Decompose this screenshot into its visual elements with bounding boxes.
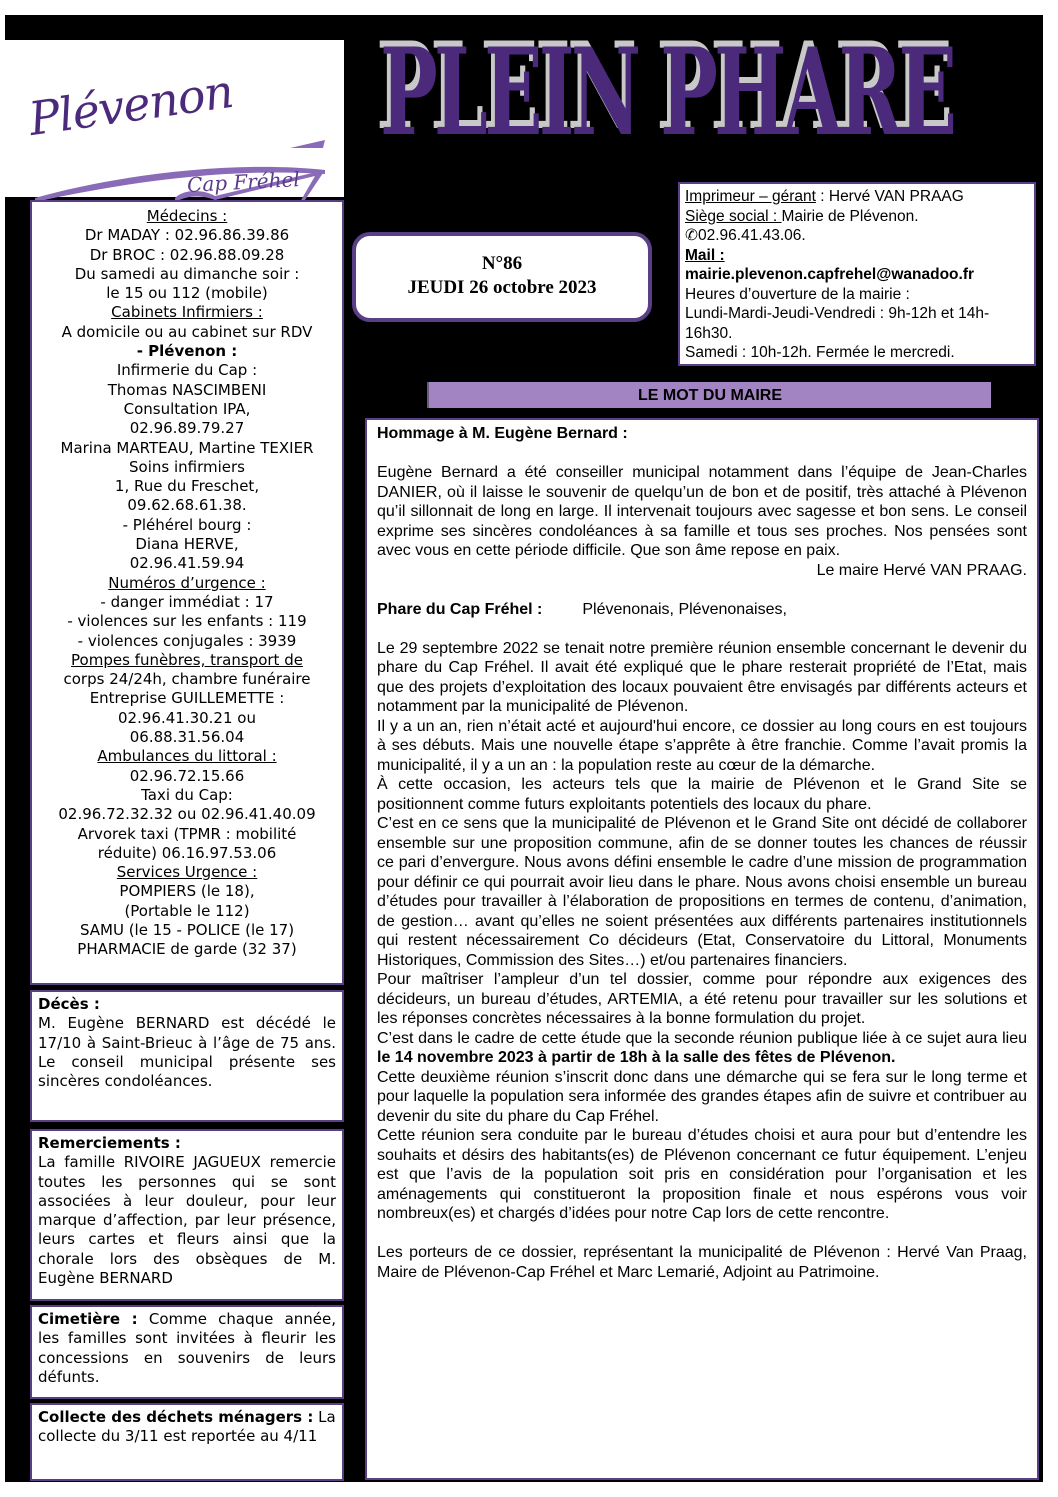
- contact-line: 09.62.68.61.38.: [127, 496, 247, 515]
- contact-line: Thomas NASCIMBENI: [107, 380, 267, 399]
- article-paragraph: Cette réunion sera conduite par le bureau d’études choisi et aura pour but d’entendre les souhaits et désirs des habitants(es) de Plévenon concernant ce futur équipement. L’enjeu est que l’avis de la population soit pris en considération pour l’organisation et les aménagements qui constitueront la proposition finale et nous espérons vous voir nombreux(es) et chargés d’idées pour notre Cap lors de cette rencontre.: [377, 1127, 1027, 1222]
- hours-saturday: Samedi : 10h-12h. Fermée le mercredi.: [685, 344, 955, 361]
- article-paragraph: À cette occasion, les acteurs tels que la mairie de Plévenon et le Grand Site se positionnent comme futurs exploitants potentiels des locaux du phare.: [377, 776, 1027, 813]
- contact-line: A domicile ou au cabinet sur RDV: [61, 322, 313, 341]
- remerciements-title: Remerciements :: [38, 1134, 181, 1152]
- section-banner: LE MOT DU MAIRE: [427, 382, 991, 408]
- contact-line: corps 24/24h, chambre funéraire: [63, 670, 311, 689]
- hours-weekdays: Lundi-Mardi-Jeudi-Vendredi : 9h-12h et 14h-16h30.: [685, 305, 990, 342]
- contact-line: - Plévenon :: [136, 342, 238, 361]
- printer-value: : Hervé VAN PRAAG: [815, 188, 964, 205]
- mail-link[interactable]: mairie.plevenon.capfrehel@wanadoo.fr: [685, 266, 975, 283]
- contact-line: Médecins :: [146, 207, 228, 225]
- hours-title: Heures d’ouverture de la mairie :: [685, 285, 910, 303]
- article-paragraph: Il y a un an, rien n’était acté et aujourd'hui encore, ce dossier au long cours en est toujours à ses débuts. Mais une nouvelle étape s’apprête à être franchie. Comme l’avait promis la municipalité, il y a un an : la population reste au cœur de la démarche.: [377, 717, 1027, 774]
- contact-line: - violences conjugales : 3939: [77, 631, 297, 650]
- contact-line: Infirmerie du Cap :: [116, 361, 258, 380]
- logo-subtitle: Cap Fréhel: [186, 167, 301, 197]
- contact-line: - Pléhérel bourg :: [122, 515, 252, 534]
- phare-heading: Phare du Cap Fréhel :: [377, 600, 543, 618]
- issue-date: JEUDI 26 octobre 2023: [407, 277, 597, 298]
- contact-line: Numéros d’urgence :: [108, 573, 266, 592]
- seat-value: Mairie de Plévenon.: [781, 207, 919, 225]
- contact-line: 06.88.31.56.04: [129, 728, 245, 747]
- contact-line: - danger immédiat : 17: [100, 592, 274, 611]
- article-paragraph: Pour maîtriser l’ampleur d’un tel dossier, comme pour répondre aux exigences des décideurs, un bureau d’études, ARTEMIA, a été retenu pour travailler sur les solutions et les réponses concrètes nécessaires à la bonne formulation du projet.: [377, 971, 1027, 1027]
- phare-greeting: Plévenonais, Plévenonaises,: [582, 600, 787, 618]
- contact-line: Arvorek taxi (TPMR : mobilité: [77, 824, 297, 843]
- contact-line: 1, Rue du Freschet,: [114, 477, 260, 496]
- contact-line: réduite) 06.16.97.53.06: [97, 843, 277, 862]
- hommage-body: Eugène Bernard a été conseiller municipal notamment dans l’équipe de Jean-Charles DANIER, où il laisse le souvenir de quelqu’un de bon et de positif, très attaché à Plévenon qu’il sillonnait de long en large. Il intervenait toujours avec sagesse et bon sens. Le conseil exprime ses sincères condoléances à sa famille et tous ses proches. Nos pensées sont avec vous en cette période difficile. Que son âme repose en paix.: [377, 464, 1027, 559]
- meeting-details: le 14 novembre 2023 à partir de 18h à la salle des fêtes de Plévenon.: [377, 1049, 896, 1066]
- issue-box: [352, 232, 652, 322]
- contact-line: Consultation IPA,: [123, 399, 251, 418]
- logo-name: Plévenon: [25, 63, 237, 147]
- hommage-signature: Le maire Hervé VAN PRAAG.: [816, 561, 1027, 579]
- deces-title: Décès :: [38, 995, 100, 1013]
- title-text: PLEIN PHARE: [380, 22, 954, 163]
- collecte-box: [30, 1403, 344, 1481]
- collecte-body: La collecte du 3/11 est reportée au 4/11: [38, 1408, 336, 1446]
- newsletter-title: [380, 18, 1025, 168]
- contact-line: Marina MARTEAU, Martine TEXIER: [60, 438, 314, 457]
- cimetiere-body: Comme chaque année, les familles sont invitées à fleurir les concessions en souvenirs de leurs défunts.: [38, 1310, 337, 1386]
- deces-box: [30, 990, 344, 1122]
- contact-line: Services Urgence :: [116, 863, 258, 882]
- contact-line: 02.96.72.15.66: [129, 766, 245, 785]
- remerciements-box: [30, 1129, 344, 1301]
- contact-line: Dr MADAY : 02.96.86.39.86: [84, 226, 290, 245]
- contact-line: POMPIERS (le 18),: [119, 882, 255, 901]
- contact-line: 02.96.41.59.94: [129, 554, 245, 573]
- issue-number: N°86: [481, 253, 523, 274]
- hommage-heading: Hommage à M. Eugène Bernard :: [377, 425, 628, 442]
- contact-line: (Portable le 112): [124, 901, 250, 920]
- contacts-list: [36, 207, 338, 960]
- contact-line: Entreprise GUILLEMETTE :: [89, 689, 285, 708]
- meeting-intro: C’est dans le cadre de cette étude que la seconde réunion publique liée à ce sujet aura lieu: [377, 1029, 1027, 1047]
- remerciements-body: La famille RIVOIRE JAGUEUX remercie toutes les personnes qui se sont associées à leur douleur, pour leur marque d’affection, par leur présence, leurs cartes et fleurs ainsi que la chorale lors des obsèques de M. Eugène BERNARD: [38, 1153, 336, 1288]
- article-paragraph: Cette deuxième réunion s’inscrit donc dans une démarche qui se fera sur le long terme et pour laquelle la population sera informée des grandes étapes afin de suivre et contribuer au devenir du site du phare du Cap Fréhel.: [377, 1068, 1027, 1125]
- publisher-info-box: [678, 182, 1036, 366]
- contacts-box: [30, 200, 344, 985]
- contact-line: le 15 ou 112 (mobile): [106, 284, 268, 303]
- deces-body: M. Eugène BERNARD est décédé le 17/10 à Saint-Brieuc à l’âge de 75 ans. Le conseil municipal présente ses sincères condoléances.: [38, 1014, 336, 1091]
- contact-line: PHARMACIE de garde (32 37): [77, 940, 297, 959]
- contact-line: Cabinets Infirmiers :: [111, 303, 263, 322]
- contact-line: 02.96.72.32.32 ou 02.96.41.40.09: [58, 805, 316, 824]
- contact-line: Taxi du Cap:: [141, 785, 233, 804]
- collecte-title: Collecte des déchets ménagers :: [38, 1408, 314, 1426]
- contact-line: - violences sur les enfants : 119: [67, 612, 307, 631]
- article-paragraph: C’est en ce sens que la municipalité de Plévenon et le Grand Site ont décidé de collaborer ensemble sur une proposition commune, afin de se donner toutes les chances de réussir ce pari d’envergure. Nous avons défini ensemble le cadre d’une mission de programmation pour définir ce qui pourrait avoir lieu dans le phare. Nous avons choisi ensemble un bureau d’études pour travailler à l’élaboration de propositions en termes de contenu, d’animation, de gestion… avant qu’elles ne soient présentées aux différents partenaires institutionnels qui restent nécessairement Co décideurs (Etat, Conservatoire du Littoral, Monuments Historiques, Commission des Sites…) et/ou partenaires financiers.: [377, 815, 1027, 969]
- logo: [5, 40, 344, 197]
- mail-label: Mail :: [685, 246, 725, 264]
- article-closing: Les porteurs de ce dossier, représentant la municipalité de Plévenon : Hervé Van Praag, Maire de Plévenon-Cap Fréhel et Marc Lemarié, Adjoint au Patrimoine.: [377, 1244, 1027, 1281]
- phone-number: ✆02.96.41.43.06.: [685, 227, 806, 244]
- mayor-article: [365, 418, 1039, 1480]
- contact-line: Diana HERVE,: [135, 535, 239, 554]
- contact-line: SAMU (le 15 - POLICE (le 17): [79, 920, 295, 939]
- contact-line: Du samedi au dimanche soir :: [74, 264, 300, 283]
- seat-label: Siège social :: [685, 207, 782, 225]
- printer-label: Imprimeur – gérant: [685, 188, 816, 205]
- meeting-announcement: [377, 1029, 1027, 1068]
- cimetiere-title: Cimetière :: [38, 1310, 138, 1328]
- contact-line: Ambulances du littoral :: [97, 747, 277, 766]
- contact-line: 02.96.41.30.21 ou: [118, 708, 256, 727]
- contact-line: 02.96.89.79.27: [129, 419, 245, 438]
- cimetiere-box: [30, 1305, 344, 1399]
- contact-line: Soins infirmiers: [129, 457, 245, 476]
- article-paragraph: Le 29 septembre 2022 se tenait notre première réunion ensemble concernant le devenir du phare du Cap Fréhel. Il avait été expliqué que le phare resterait propriété de l’Etat, mais que des projets d’exploitation des locaux pouvaient être envisagés par différents acteurs et notamment par la municipalité de Plévenon.: [377, 639, 1027, 715]
- contact-line: Dr BROC : 02.96.88.09.28: [89, 245, 285, 264]
- contact-line: Pompes funèbres, transport de: [71, 650, 303, 669]
